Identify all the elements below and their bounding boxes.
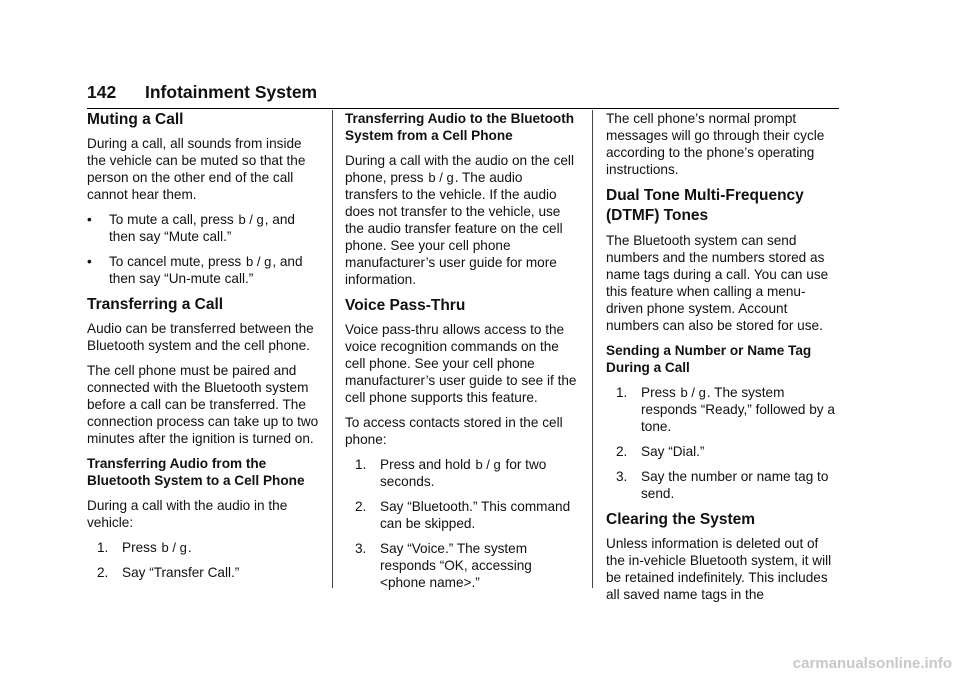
watermark: carmanualsonline.info bbox=[792, 655, 952, 672]
step-text: Say “Dial.” bbox=[641, 444, 705, 459]
push-to-talk-end-call-icon: b / g bbox=[246, 254, 272, 269]
numbered-step bbox=[616, 384, 840, 435]
numbered-step bbox=[97, 539, 321, 556]
paragraph-text: During a call with the audio on the cell phone, press bbox=[345, 153, 574, 185]
numbered-step bbox=[97, 564, 321, 581]
step-number: 3. bbox=[616, 469, 628, 484]
step-text: Say the number or name tag to send. bbox=[641, 469, 829, 501]
push-to-talk-end-call-icon: b / g bbox=[428, 170, 454, 185]
numbered-step bbox=[355, 540, 579, 591]
subheading-audio-to-bluetooth: Transferring Audio to the Bluetooth System from a Cell Phone bbox=[345, 111, 575, 143]
step-number: 1. bbox=[355, 457, 367, 472]
heading-voice-pass-thru: Voice Pass-Thru bbox=[345, 297, 466, 314]
numbered-step bbox=[616, 443, 840, 460]
step-number: 2. bbox=[355, 499, 367, 514]
subheading-sending-number: Sending a Number or Name Tag During a Call bbox=[606, 343, 812, 375]
push-to-talk-end-call-icon: b / g bbox=[238, 212, 264, 227]
step-number: 2. bbox=[616, 444, 628, 459]
step-number: 3. bbox=[355, 541, 367, 556]
bullet-mark: • bbox=[87, 212, 92, 227]
paragraph: Unless information is deleted out of the in-vehicle Bluetooth system, it will be retained indefinitely. This includes all saved name tags in the bbox=[606, 536, 832, 602]
heading-transferring-a-call: Transferring a Call bbox=[87, 296, 224, 313]
bullet-item bbox=[87, 253, 321, 287]
step-text: . bbox=[187, 540, 192, 555]
step-number: 1. bbox=[616, 385, 628, 400]
paragraph: During a call with the audio in the vehicle: bbox=[87, 498, 288, 530]
column-divider bbox=[592, 110, 593, 588]
page-number: 142 bbox=[87, 82, 117, 102]
numbered-step bbox=[355, 498, 579, 532]
step-text: for two seconds. bbox=[380, 457, 547, 489]
step-text: . The system responds “Ready,” followed by a tone. bbox=[641, 385, 835, 434]
subheading-audio-to-phone: Transferring Audio from the Bluetooth System to a Cell Phone bbox=[87, 456, 305, 488]
paragraph: The cell phone must be paired and connected with the Bluetooth system before a call can be transferred. The connection process can take up to two minutes after the ignition is turned on. bbox=[87, 363, 319, 446]
paragraph: Audio can be transferred between the Bluetooth system and the cell phone. bbox=[87, 321, 314, 353]
numbered-step bbox=[355, 456, 579, 490]
step-number: 2. bbox=[97, 565, 109, 580]
paragraph: Voice pass-thru allows access to the voice recognition commands on the cell phone. See your cell phone manufacturer’s user guide to see if the cell phone supports this feature. bbox=[345, 322, 577, 405]
paragraph: During a call, all sounds from inside the vehicle can be muted so that the person on the other end of the call cannot hear them. bbox=[87, 136, 306, 202]
step-text: Press bbox=[641, 385, 676, 400]
numbered-step bbox=[616, 468, 840, 502]
heading-clearing-the-system: Clearing the System bbox=[606, 511, 756, 528]
bullet-mark: • bbox=[87, 254, 92, 269]
column-3 bbox=[606, 110, 840, 611]
page-header bbox=[87, 82, 839, 109]
step-text: Say “Bluetooth.” This command can be skipped. bbox=[380, 499, 571, 531]
paragraph-text: . The audio transfers to the vehicle. If the audio does not transfer to the vehicle, use the audio transfer feature on the cell phone. See your cell phone manufacturer’s user guide for more information. bbox=[345, 170, 563, 287]
step-number: 1. bbox=[97, 540, 109, 555]
step-text: Say “Voice.” The system responds “OK, accessing <phone name>.” bbox=[380, 541, 532, 590]
paragraph: The Bluetooth system can send numbers and the numbers stored as name tags during a call. You can use this feature when calling a menu-driven phone system. Account numbers can also be stored for use. bbox=[606, 233, 829, 333]
paragraph bbox=[345, 152, 579, 288]
column-2 bbox=[345, 110, 579, 599]
bullet-text: , and then say “Un-mute call.” bbox=[109, 254, 303, 286]
bullet-item bbox=[87, 211, 321, 245]
step-text: Press bbox=[122, 540, 157, 555]
column-divider bbox=[332, 110, 333, 588]
push-to-talk-end-call-icon: b / g bbox=[475, 457, 501, 472]
bullet-text: , and then say “Mute call.” bbox=[109, 212, 295, 244]
push-to-talk-end-call-icon: b / g bbox=[161, 540, 187, 555]
step-text: Say “Transfer Call.” bbox=[122, 565, 240, 580]
column-1 bbox=[87, 110, 321, 589]
push-to-talk-end-call-icon: b / g bbox=[680, 385, 706, 400]
heading-dtmf-tones: Dual Tone Multi-Frequency (DTMF) Tones bbox=[606, 187, 804, 224]
paragraph: The cell phone’s normal prompt messages will go through their cycle according to the phone’s operating instructions. bbox=[606, 111, 825, 177]
bullet-text: To mute a call, press bbox=[109, 212, 234, 227]
paragraph: To access contacts stored in the cell phone: bbox=[345, 415, 563, 447]
heading-muting-a-call: Muting a Call bbox=[87, 111, 184, 128]
chapter-title: Infotainment System bbox=[145, 82, 318, 102]
step-text: Press and hold bbox=[380, 457, 471, 472]
bullet-text: To cancel mute, press bbox=[109, 254, 242, 269]
